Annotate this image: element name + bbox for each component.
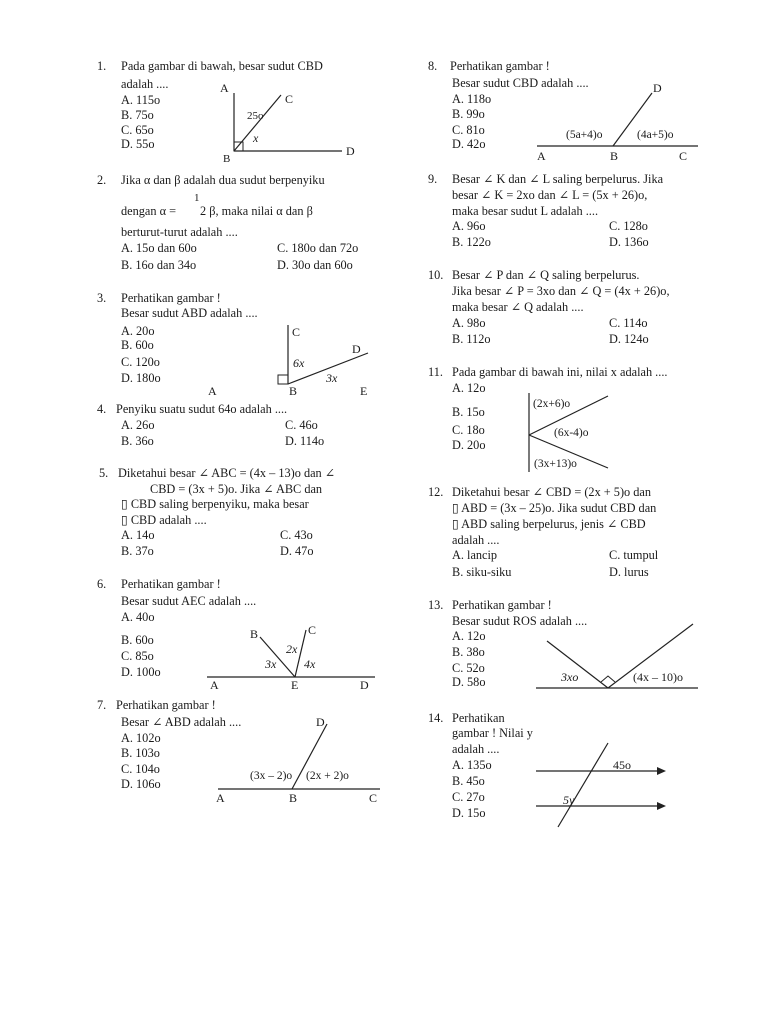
question-number: 6. <box>97 577 107 591</box>
question-text: Perhatikan <box>452 711 505 725</box>
angle-figure <box>530 735 675 830</box>
option-b: B. 75o <box>121 108 154 122</box>
question-text: Besar sudut AEC adalah .... <box>121 594 257 608</box>
question-text: berturut-turut adalah .... <box>121 225 238 239</box>
question-number: 14. <box>428 711 444 725</box>
label-B: B <box>250 627 259 641</box>
angle-label: (4x – 10)o <box>633 670 683 684</box>
label-B: B <box>289 791 298 805</box>
label-E: E <box>360 384 368 398</box>
option-b: B. 38o <box>452 645 485 659</box>
option-d: D. 15o <box>452 806 486 820</box>
angle-figure <box>530 76 705 166</box>
option-c: C. 27o <box>452 790 485 804</box>
label-C: C <box>369 791 378 805</box>
option-c: C. 85o <box>121 649 154 663</box>
angle-label: (2x+6)o <box>533 398 571 410</box>
option-d: D. lurus <box>609 565 649 579</box>
angle-label: (3x – 2)o <box>250 770 293 782</box>
label-B: B <box>223 153 231 165</box>
option-a: A. 26o <box>121 418 155 432</box>
option-a: A. lancip <box>452 548 498 562</box>
option-d: D. 136o <box>609 235 649 249</box>
question-text: 2 β, maka nilai α dan β <box>200 204 313 218</box>
option-c: C. tumpul <box>609 548 659 562</box>
option-c: C. 120o <box>121 355 160 369</box>
angle-label: (2x + 2)o <box>306 770 349 782</box>
angle-label: 4x <box>304 657 316 671</box>
question-text: ▯ CBD adalah .... <box>121 513 207 527</box>
option-b: B. 103o <box>121 746 160 760</box>
question-number: 8. <box>428 59 438 73</box>
angle-label: 3x <box>265 657 277 671</box>
label-B: B <box>610 149 619 163</box>
option-c: C. 65o <box>121 123 154 137</box>
label-D: D <box>316 715 325 729</box>
label-A: A <box>208 384 217 398</box>
label-C: C <box>308 623 317 637</box>
label-A: A <box>210 678 219 692</box>
angle-label: (6x-4)o <box>554 427 589 439</box>
question-number: 4. <box>97 402 107 416</box>
option-b: B. 60o <box>121 338 154 352</box>
question-text: adalah .... <box>452 533 500 547</box>
option-c: C. 43o <box>280 528 313 542</box>
question-number: 3. <box>97 291 107 305</box>
question-text: Besar ∠ ABD adalah .... <box>121 715 242 729</box>
angle-figure <box>530 620 705 695</box>
option-b: B. 36o <box>121 434 154 448</box>
question-number: 11. <box>428 365 443 379</box>
question-text: Jika α dan β adalah dua sudut berpenyiku <box>121 173 325 187</box>
angle-figure <box>520 390 670 475</box>
option-d: D. 124o <box>609 332 649 346</box>
option-d: D. 20o <box>452 438 486 452</box>
option-b: B. 60o <box>121 633 154 647</box>
option-b: B. 99o <box>452 107 485 121</box>
option-b: B. 122o <box>452 235 491 249</box>
question-text: Diketahui besar ∠ CBD = (2x + 5)o dan <box>452 485 652 499</box>
question-text: maka besar ∠ Q adalah .... <box>452 300 584 314</box>
option-c: C. 52o <box>452 661 485 675</box>
question-text: adalah .... <box>121 77 169 91</box>
question-text: Besar ∠ P dan ∠ Q saling berpelurus. <box>452 268 640 282</box>
option-d: D. 58o <box>452 675 486 689</box>
angle-label: 6x <box>293 356 305 370</box>
angle-label: 25o <box>247 110 264 122</box>
angle-label: (4a+5)o <box>637 129 674 141</box>
question-text: Pada gambar di bawah ini, nilai x adalah .... <box>452 365 668 379</box>
question-text: ▯ CBD saling berpenyiku, maka besar <box>121 497 309 511</box>
question-text: Perhatikan gambar ! <box>121 291 221 305</box>
option-d: D. 180o <box>121 371 161 385</box>
question-text: Besar sudut ABD adalah .... <box>121 306 258 320</box>
question-text: Perhatikan gambar ! <box>452 598 552 612</box>
question-text: Diketahui besar ∠ ABC = (4x – 13)o dan ∠ <box>118 466 336 480</box>
option-a: A. 98o <box>452 316 486 330</box>
option-c: C. 180o dan 72o <box>277 241 359 255</box>
option-c: C. 18o <box>452 423 485 437</box>
angle-figure <box>200 620 385 695</box>
option-d: D. 114o <box>285 434 325 448</box>
question-text: ▯ ABD = (3x – 25)o. Jika sudut CBD dan <box>452 501 657 515</box>
option-a: A. 135o <box>452 758 492 772</box>
option-c: C. 81o <box>452 123 485 137</box>
angle-label: (5a+4)o <box>566 129 603 141</box>
label-D: D <box>352 342 361 356</box>
angle-label: 3xo <box>561 670 579 684</box>
angle-label: x <box>253 131 259 145</box>
question-text: dengan α = <box>121 204 177 218</box>
question-text: besar ∠ K = 2xo dan ∠ L = (5x + 26)o, <box>452 188 648 202</box>
question-number: 5. <box>99 466 109 480</box>
option-a: A. 118o <box>452 92 492 106</box>
option-a: A. 12o <box>452 381 486 395</box>
option-a: A. 102o <box>121 731 161 745</box>
label-E: E <box>291 678 299 692</box>
label-D: D <box>346 144 355 158</box>
question-text: Perhatikan gambar ! <box>121 577 221 591</box>
option-d: D. 30o dan 60o <box>277 258 353 272</box>
angle-label: 2x <box>286 642 298 656</box>
label-D: D <box>653 81 662 95</box>
label-A: A <box>537 149 546 163</box>
option-a: A. 115o <box>121 93 161 107</box>
fraction-numerator: 1 <box>194 192 200 204</box>
option-a: A. 14o <box>121 528 155 542</box>
angle-figure <box>210 712 390 807</box>
option-d: D. 106o <box>121 777 161 791</box>
question-text: Pada gambar di bawah, besar sudut CBD <box>121 59 323 73</box>
option-b: B. 45o <box>452 774 485 788</box>
angle-label: (3x+13)o <box>534 458 577 470</box>
option-a: A. 20o <box>121 324 155 338</box>
label-D: D <box>360 678 369 692</box>
label-C: C <box>292 325 301 339</box>
label-A: A <box>216 791 225 805</box>
label-C: C <box>679 149 688 163</box>
option-b: B. 15o <box>452 405 485 419</box>
question-number: 12. <box>428 485 444 499</box>
question-text: Besar ∠ K dan ∠ L saling berpelurus. Jika <box>452 172 664 186</box>
label-C: C <box>285 92 294 106</box>
option-d: D. 47o <box>280 544 314 558</box>
question-number: 10. <box>428 268 444 282</box>
question-text: maka besar sudut L adalah .... <box>452 204 599 218</box>
option-c: C. 114o <box>609 316 648 330</box>
angle-label: 3x <box>326 371 338 385</box>
question-number: 7. <box>97 698 107 712</box>
question-text: Perhatikan gambar ! <box>116 698 216 712</box>
option-a: A. 12o <box>452 629 486 643</box>
option-a: A. 96o <box>452 219 486 233</box>
angle-figure <box>215 78 365 168</box>
question-number: 1. <box>97 59 107 73</box>
question-text: Besar sudut CBD adalah .... <box>452 76 589 90</box>
angle-figure <box>200 320 380 400</box>
option-c: C. 128o <box>609 219 648 233</box>
option-b: B. 112o <box>452 332 491 346</box>
option-d: D. 42o <box>452 137 486 151</box>
option-d: D. 55o <box>121 137 155 151</box>
option-b: B. siku-siku <box>452 565 512 579</box>
angle-label: 5y <box>563 793 575 807</box>
question-number: 13. <box>428 598 444 612</box>
angle-label: 45o <box>613 758 631 772</box>
option-b: B. 37o <box>121 544 154 558</box>
question-text: ▯ ABD saling berpelurus, jenis ∠ CBD <box>452 517 646 531</box>
question-number: 9. <box>428 172 438 186</box>
option-c: C. 46o <box>285 418 318 432</box>
option-b: B. 16o dan 34o <box>121 258 197 272</box>
option-c: C. 104o <box>121 762 160 776</box>
question-text: gambar ! Nilai y <box>452 726 533 740</box>
option-a: A. 40o <box>121 610 155 624</box>
option-d: D. 100o <box>121 665 161 679</box>
option-a: A. 15o dan 60o <box>121 241 197 255</box>
label-B: B <box>289 384 298 398</box>
question-text: Perhatikan gambar ! <box>450 59 550 73</box>
question-text: Penyiku suatu sudut 64o adalah .... <box>116 402 288 416</box>
question-text: CBD = (3x + 5)o. Jika ∠ ABC dan <box>150 482 323 496</box>
question-text: Jika besar ∠ P = 3xo dan ∠ Q = (4x + 26)o, <box>452 284 670 298</box>
question-text: Besar sudut ROS adalah .... <box>452 614 588 628</box>
question-text: adalah .... <box>452 742 500 756</box>
label-A: A <box>220 81 229 95</box>
question-number: 2. <box>97 173 107 187</box>
